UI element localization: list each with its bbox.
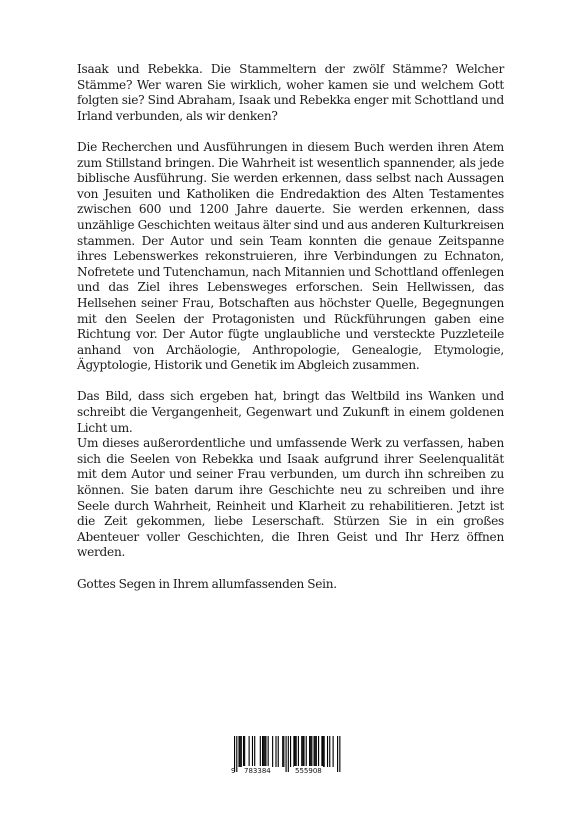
barcode-bar	[311, 736, 312, 767]
barcode-bar	[282, 736, 283, 767]
barcode-bar	[262, 736, 263, 767]
barcode-bar	[327, 736, 328, 767]
barcode-bar	[316, 736, 317, 767]
barcode-bar	[302, 736, 303, 767]
barcode-bar	[265, 736, 266, 767]
barcode-bar	[303, 736, 304, 767]
barcode-bar	[272, 736, 273, 767]
barcode-bar	[244, 736, 245, 767]
barcode-bar	[314, 736, 315, 767]
barcode-bar	[252, 736, 253, 767]
barcode-bar	[290, 736, 291, 767]
barcode-bar	[306, 736, 307, 767]
barcode-bar	[318, 736, 319, 767]
barcode-bar	[324, 736, 325, 767]
barcode-bar	[310, 736, 311, 767]
barcode-bar	[322, 736, 323, 767]
barcode-bar	[275, 736, 276, 767]
barcode-bar	[240, 736, 241, 767]
barcode-bar	[241, 736, 242, 767]
barcode-digits	[228, 766, 345, 776]
paragraph-souls: Um dieses außerordentliche und umfassende Werk zu verfassen, haben sich die Seelen von Rebekka und Isaak aufgrund ihrer Seelenqualität mit dem Autor und seiner Frau verbunden, um durch ihn schreiben zu können. Sie baten darum ihre Geschichte neu zu schreiben und ihre Seele durch Wahrheit, Reinheit und Klarheit zu rehabilitieren. Jetzt ist die Zeit gekommen, liebe Leserschaft. Stürzen Sie in ein großes Abenteuer voller Geschichten, die Ihren Geist und Ihr Herz öffnen werden.	[77, 436, 504, 560]
barcode-bar	[243, 736, 244, 767]
paragraph-blessing: Gottes Segen in Ihrem allumfassenden Sein.	[77, 576, 337, 591]
barcode-bar	[278, 736, 279, 767]
barcode-bar	[301, 736, 302, 767]
barcode-bar	[238, 736, 239, 767]
barcode-bar	[249, 736, 250, 767]
paragraph-intro-questions: Isaak und Rebekka. Die Stammeltern der zwölf Stämme? Welcher Stämme? Wer waren Sie wirklich, woher kamen sie und welchem Gott folgten sie? Sind Abraham, Isaak und Rebekka enger mit Schottland und Irland verbunden, als wir denken?	[77, 62, 504, 123]
barcode-lead-digit: 9	[231, 767, 236, 775]
barcode-bar	[315, 736, 316, 767]
barcode-bar	[321, 736, 322, 767]
barcode-bar	[294, 736, 295, 767]
barcode-bar	[260, 736, 261, 767]
barcode-bar	[263, 736, 264, 767]
barcode-bar	[298, 736, 299, 767]
barcode-left-group: 783384	[244, 767, 271, 775]
barcode-bar	[293, 736, 294, 767]
paragraph-research: Die Recherchen und Ausführungen in diesem Buch werden ihren Atem zum Stillstand bringen. Die Wahrheit ist wesentlich spannender, als jede biblische Ausführung. Sie werden erkennen, dass selbst nach Aussagen von Jesuiten und Katholiken die Endredaktion des Alten Testamentes zwischen 600 und 1200 Jahre dauerte. Sie werden erkennen, dass unzählige Geschichten weitaus älter sind und aus anderen Kulturkreisen stammen. Der Autor und sein Team konnten die genaue Zeitspanne ihres Lebenswerkes rekonstruieren, ihre Verbindungen zu Echnaton, Nofretete und Tutenchamun, nach Mitannien und Schottland offenlegen und das Ziel ihres Lebensweges erforschen. Sein Hellwissen, das Hellsehen seiner Frau, Botschaften aus höchster Quelle, Begegnungen mit den Seelen der Protagonisten und Rückführungen gaben eine Richtung vor. Der Autor fügte unglaubliche und versteckte Puzzleteile anhand von Archäologie, Anthropologie, Genealogie, Etymologie, Ägyptologie, Historik und Genetik im Abgleich zusammen.	[77, 139, 504, 373]
barcode-bar	[283, 736, 284, 767]
barcode-right-group: 555908	[295, 767, 322, 775]
barcode-bar	[264, 736, 265, 767]
barcode-bar	[309, 736, 310, 767]
paragraph-worldview: Das Bild, dass sich ergeben hat, bringt das Weltbild ins Wanken und schreibt die Vergangenheit, Gegenwart und Zukunft in einem goldenen Licht um.	[77, 389, 504, 435]
barcode-bar	[268, 736, 269, 767]
barcode-bar	[333, 736, 334, 767]
blurb-text	[77, 62, 504, 592]
barcode-bar	[296, 736, 297, 767]
barcode-bar	[329, 736, 330, 767]
isbn-barcode	[228, 736, 345, 776]
barcode-bar	[254, 736, 255, 767]
